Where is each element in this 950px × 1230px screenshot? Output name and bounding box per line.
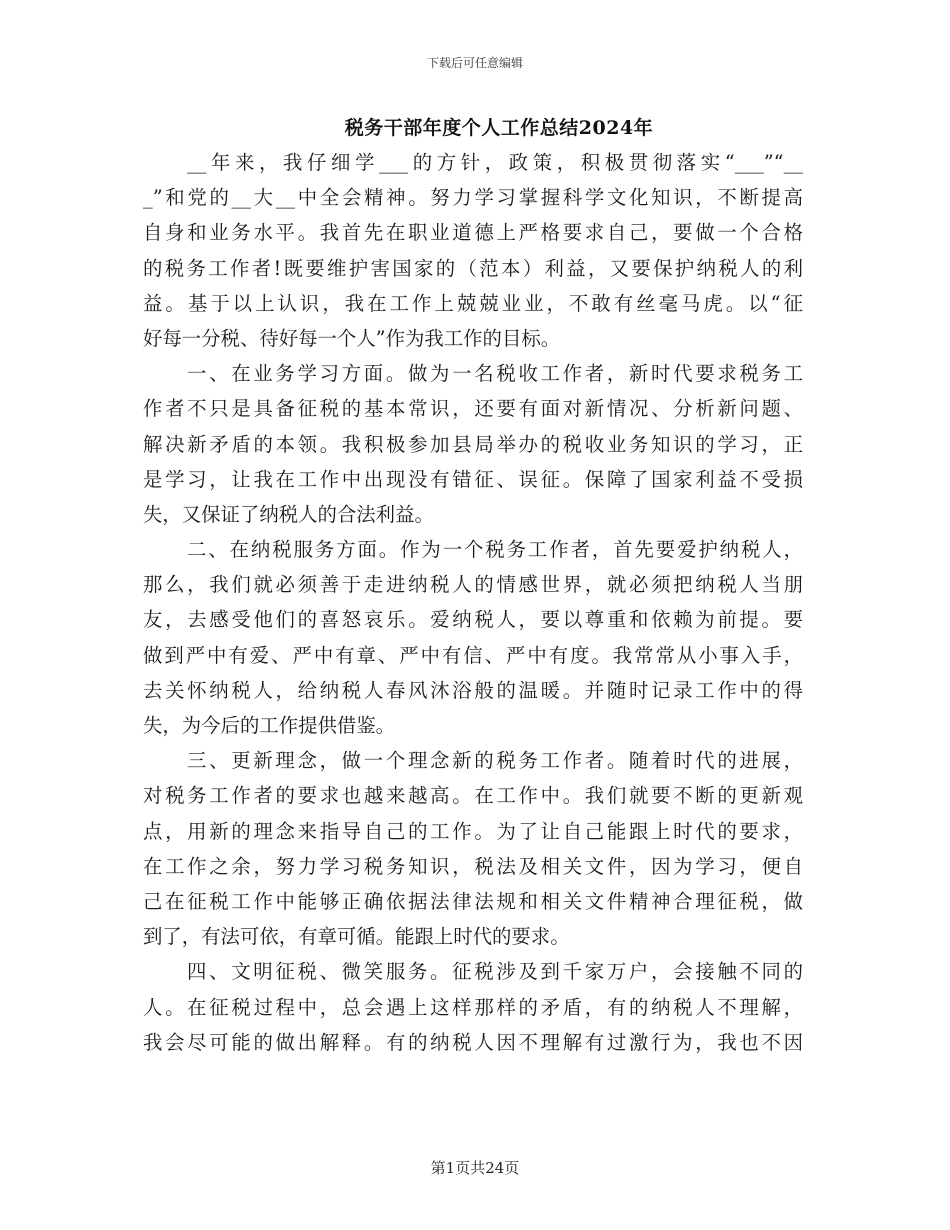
document-body: [143, 145, 803, 1060]
body-line: 是学习，让我在工作中出现没有错征、误征。保障了国家利益不受损: [143, 467, 803, 491]
document-title: 税务干部年度个人工作总结2024年: [344, 117, 654, 139]
body-line: 三、更新理念，做一个理念新的税务工作者。随着时代的进展，: [187, 749, 803, 773]
body-line: 做到严中有爱、严中有章、严中有信、严中有度。我常常从小事入手，: [143, 643, 803, 667]
body-line: 去关怀纳税人，给纳税人春风沐浴般的温暖。并随时记录工作中的得: [143, 678, 803, 702]
body-line: 失，为今后的工作提供借鉴。: [143, 714, 396, 737]
body-line: 点，用新的理念来指导自己的工作。为了让自己能跟上时代的要求，: [143, 819, 803, 843]
header-note: 下载后可任意编辑: [426, 56, 523, 70]
body-line: 好每一分税、待好每一个人”作为我工作的目标。: [143, 326, 561, 350]
body-line: 在工作之余，努力学习税务知识，税法及相关文件，因为学习，便自: [143, 854, 803, 878]
body-line: 解决新矛盾的本领。我积极参加县局举办的税收业务知识的学习，正: [143, 432, 803, 456]
body-line: _”和党的__大__中全会精神。努力学习掌握科学文化知识，不断提高: [143, 186, 803, 210]
body-line: 对税务工作者的要求也越来越高。在工作中。我们就要不断的更新观: [143, 784, 803, 808]
body-line: 到了，有法可依，有章可循。能跟上时代的要求。: [143, 925, 570, 949]
body-line: 作者不只是具备征税的基本常识，还要有面对新情况、分析新问题、: [143, 397, 803, 421]
body-line: 的税务工作者!既要维护害国家的（范本）利益，又要保护纳税人的利: [143, 256, 803, 280]
body-line: 四、文明征税、微笑服务。征税涉及到千家万户，会接触不同的: [187, 960, 803, 984]
body-line: 二、在纳税服务方面。作为一个税务工作者，首先要爱护纳税人，: [187, 538, 803, 562]
body-line: 自身和业务水平。我首先在职业道德上严格要求自己，要做一个合格: [143, 221, 803, 245]
body-line: 失，又保证了纳税人的合法利益。: [143, 502, 434, 526]
body-line: 我会尽可能的做出解释。有的纳税人因不理解有过激行为，我也不因: [143, 1030, 803, 1054]
body-line: 一、在业务学习方面。做为一名税收工作者，新时代要求税务工: [187, 362, 803, 386]
page-number: 第1页共24页: [430, 1159, 520, 1177]
body-line: 人。在征税过程中，总会遇上这样那样的矛盾，有的纳税人不理解，: [143, 995, 803, 1019]
body-line: 益。基于以上认识，我在工作上兢兢业业，不敢有丝毫马虎。以“征: [143, 291, 803, 315]
body-line: __年来，我仔细学___的方针，政策，积极贯彻落实“___”“__: [187, 151, 803, 174]
body-line: 那么，我们就必须善于走进纳税人的情感世界，就必须把纳税人当朋: [143, 573, 803, 597]
body-line: 己在征税工作中能够正确依据法律法规和相关文件精神合理征税，做: [143, 889, 803, 913]
body-line: 友，去感受他们的喜怒哀乐。爱纳税人，要以尊重和依赖为前提。要: [143, 608, 803, 632]
